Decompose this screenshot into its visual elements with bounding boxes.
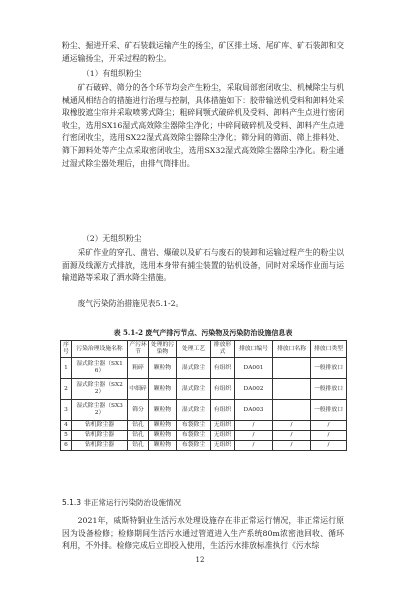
- table-cell: DA002: [235, 379, 273, 400]
- table-cell: 无组织: [211, 431, 235, 441]
- top-paragraph: 粉尘、掘进开采、矿石装载运输产生的扬尘，矿区排土场、尾矿库、矿石装卸和交通运输扬尘，开采过程的粉尘。: [62, 41, 344, 63]
- table-cell: 1: [61, 358, 72, 379]
- table-cell: /: [311, 431, 347, 441]
- page-number: 12: [195, 556, 205, 564]
- emission-table: [60, 340, 347, 451]
- table-header-row: [61, 341, 347, 358]
- table-cell: 6: [61, 441, 72, 451]
- section-body: 2021年，威斯特铜业生活污水处理设施存在非正常运行情况，非正常运行原因为设备检修；检修期间生活污水通过管道进入生产系统80m浓密池回收、循环利用，不外排。检修完成后立即投入使用，生活污水排放标准执行《污水综: [62, 516, 344, 551]
- table-cell: /: [273, 431, 311, 441]
- table-cell: DA001: [235, 358, 273, 379]
- table-cell: 布袋除尘: [177, 441, 211, 451]
- table-cell: 湿式除尘: [177, 358, 211, 379]
- table-cell: 颗粒物: [149, 431, 177, 441]
- table-cell: /: [311, 441, 347, 451]
- table-cell: 湿式除尘器（SX32）: [72, 400, 128, 421]
- table-cell: /: [273, 441, 311, 451]
- table-cell: 颗粒物: [149, 441, 177, 451]
- organized-dust-body: 矿石破碎、筛分的各个环节均会产生粉尘，采取局部密闭收尘、机械除尘与机械通风相结合的措施进行治理与控制，具体措施如下：胶带输送机受料和卸料处采取橡胶遮尘帘并采取喷雾式降尘；粗碎间颚式破碎机及受料、卸料产生点进行密闭收尘，选用SX16湿式高效除尘器除尘净化；中碎间破碎机及受料、卸料产生点进行密闭收尘，选用SX22湿式高效除尘器除尘净化；筛分间的筛面、筛上排料处、筛下卸料处等产尘点采取密闭收尘，选用SX32湿式高效除尘器除尘净化。粉尘通过湿式除尘器处理后，由排气筒排出。: [62, 83, 344, 168]
- table-cell: 2: [61, 379, 72, 400]
- table-cell: 无组织: [211, 441, 235, 451]
- table-cell: /: [235, 421, 273, 431]
- table-cell: [273, 400, 311, 421]
- col-header: 排放口编号: [235, 341, 273, 358]
- table-row: [61, 400, 347, 421]
- table-cell: 一般排放口: [311, 379, 347, 400]
- unorganized-dust-body: 采矿作业的穿孔、凿岩、爆破以及矿石与废石的装卸和运输过程产生的粉尘以面源及线源方式排放，选用本身带有捕尘装置的钻机设备，同时对采场作业面与运输道路等采取了洒水降尘措施。: [62, 248, 344, 283]
- table-cell: /: [235, 441, 273, 451]
- table-row: [61, 379, 347, 400]
- col-header: 处理的污染物: [149, 341, 177, 358]
- table-row: [61, 431, 347, 441]
- col-header: 排放口类型: [311, 341, 347, 358]
- section-title: 5.1.3 非正常运行污染防治设施情况: [62, 498, 181, 507]
- table-cell: 颗粒物: [149, 421, 177, 431]
- table-caption: 表 5.1-2 废气产排污节点、污染物及污染防治设施信息表: [113, 328, 293, 337]
- table-cell: 中细碎: [128, 379, 149, 400]
- col-header: 处理工艺: [177, 341, 211, 358]
- table-cell: 3: [61, 400, 72, 421]
- col-header: 序号: [61, 341, 72, 358]
- col-header: 排放口名称: [273, 341, 311, 358]
- table-reference: 废气污染防治措施见表5.1-2。: [77, 299, 184, 308]
- table-row: [61, 358, 347, 379]
- table-cell: 钻孔: [128, 441, 149, 451]
- organized-dust-heading: （1）有组织粉尘: [82, 69, 142, 78]
- table-cell: 有组织: [211, 400, 235, 421]
- table-cell: [273, 379, 311, 400]
- table-cell: 湿式除尘: [177, 400, 211, 421]
- table-cell: 钻机除尘器: [72, 431, 128, 441]
- table-cell: /: [235, 431, 273, 441]
- table-cell: 颗粒物: [149, 400, 177, 421]
- table-row: [61, 421, 347, 431]
- table-cell: 有组织: [211, 379, 235, 400]
- table-cell: [273, 358, 311, 379]
- table-cell: 颗粒物: [149, 358, 177, 379]
- table-cell: 湿式除尘器（SX16）: [72, 358, 128, 379]
- table-cell: 5: [61, 431, 72, 441]
- table-cell: 无组织: [211, 421, 235, 431]
- table-row: [61, 441, 347, 451]
- table-cell: 湿式除尘器（SX22）: [72, 379, 128, 400]
- unorganized-dust-heading: （2）无组织粉尘: [82, 234, 142, 243]
- table-cell: 钻孔: [128, 421, 149, 431]
- col-header: 污染治理设施名称: [72, 341, 128, 358]
- table-cell: 布袋除尘: [177, 431, 211, 441]
- table-cell: 钻机除尘器: [72, 421, 128, 431]
- table-cell: 一般排放口: [311, 358, 347, 379]
- table-cell: 一般排放口: [311, 400, 347, 421]
- table-cell: /: [311, 421, 347, 431]
- table-cell: 钻孔: [128, 431, 149, 441]
- table-cell: 布袋除尘: [177, 421, 211, 431]
- table-cell: 钻机除尘器: [72, 441, 128, 451]
- col-header: 产污环节: [128, 341, 149, 358]
- table-cell: 粗碎: [128, 358, 149, 379]
- col-header: 排放形式: [211, 341, 235, 358]
- table-cell: 颗粒物: [149, 379, 177, 400]
- table-cell: 有组织: [211, 358, 235, 379]
- table-cell: 筛分: [128, 400, 149, 421]
- table-cell: 4: [61, 421, 72, 431]
- table-cell: DA003: [235, 400, 273, 421]
- table-cell: 湿式除尘: [177, 379, 211, 400]
- table-cell: /: [273, 421, 311, 431]
